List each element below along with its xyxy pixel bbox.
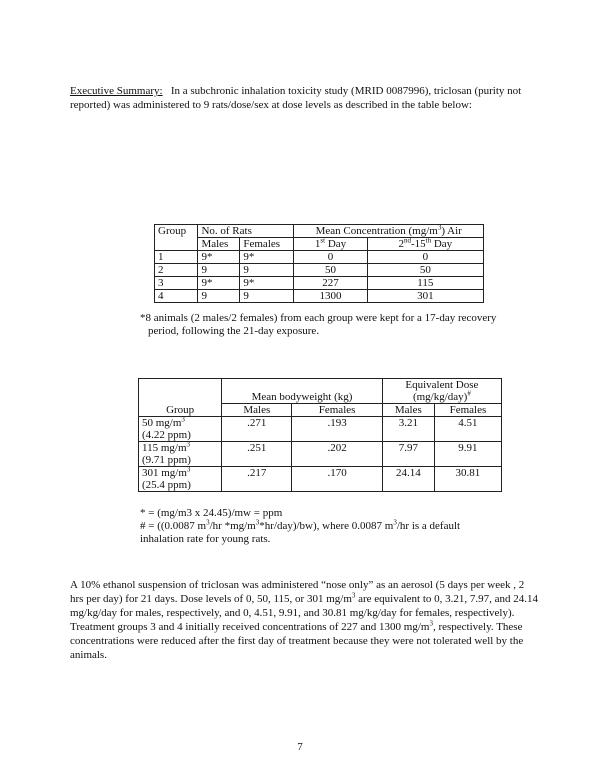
t2-dose-females: 4.51 [434, 417, 501, 442]
t1-day1: 227 [294, 277, 367, 290]
note-ppm-formula: * = (mg/m3 x 24.45)/mw = ppm [140, 507, 283, 519]
note-dose-formula-cont: inhalation rate for young rats. [140, 533, 271, 545]
t2-bw-females: .170 [292, 467, 382, 492]
t2-group: 115 $mg/m^3$ (9.71 ppm) [139, 442, 222, 467]
t1-males: 9 [198, 290, 240, 303]
t2-dose-males: 3.21 [382, 417, 434, 442]
table-row [139, 417, 502, 442]
t2-header-bw-males: Males [222, 404, 292, 417]
t1-males: 9* [198, 277, 240, 290]
t2-header-bw-females: Females [292, 404, 382, 417]
t1-header-day2-15: 2nd-15th Day [367, 238, 483, 251]
t1-group: 3 [155, 277, 198, 290]
table1-footnote [140, 312, 520, 338]
t1-group: 4 [155, 290, 198, 303]
table-row [139, 467, 502, 492]
equivalent-dose-table [138, 378, 502, 492]
t2-bw-females: .202 [292, 442, 382, 467]
summary-heading: Executive Summary: [70, 85, 163, 97]
note-dose-formula: # = ((0.0087 $m^3/hr$ $*mg/m^3*hr/day)/bw$), where 0.0087 $m^3/hr$ is a default [140, 518, 461, 532]
t1-males: 9 [198, 264, 240, 277]
t2-header-bodyweight: Mean bodyweight (kg) [222, 379, 383, 404]
page-number: 7 [297, 741, 303, 753]
t2-header-dose-females: Females [434, 404, 501, 417]
t2-header-group: Group [139, 379, 222, 417]
t1-females: 9 [240, 264, 294, 277]
t2-bw-females: .193 [292, 417, 382, 442]
t1-header-concentration: Mean Concentration $(mg/m^3)$ Air [294, 225, 484, 238]
t1-day1: 0 [294, 251, 367, 264]
t1-header-females: Females [240, 238, 294, 251]
body-paragraph: A 10% ethanol suspension of triclosan was administered “nose only” as an aerosol (5 days per week , 2 hrs per day) for 21 days. Dose levels of 0, 50, 115, or 301 $mg/m^3$ are equivalent to 0, 3.21, 7.97, and 24.14 mg/kg/day for males, respectively, and 0, 4.51, 9.91, and 30.81 mg/kg/day for females, respectively). Treatment groups 3 and 4 initially received concentrations of 227 and 1300 $mg/m^3$, respectively. These concentrations were reduced after the first day of treatment because they were not tolerated well by the animals. [70, 579, 539, 661]
table-row [155, 290, 484, 303]
t2-group: 50 $mg/m^3$ (4.22 ppm) [139, 417, 222, 442]
t1-day2: 50 [367, 264, 483, 277]
footnote-line2: period, following the 21-day exposure. [148, 325, 320, 337]
t1-day2: 115 [367, 277, 483, 290]
t1-group: 1 [155, 251, 198, 264]
t1-day2: 0 [367, 251, 483, 264]
t2-header-dose: Equivalent Dose (mg/kg/day)# [382, 379, 501, 404]
t2-header-dose-males: Males [382, 404, 434, 417]
table-row [155, 251, 484, 264]
t2-dose-males: 24.14 [382, 467, 434, 492]
table-row [139, 442, 502, 467]
executive-summary [70, 84, 540, 112]
t1-females: 9 [240, 290, 294, 303]
summary-text: In a subchronic inhalation toxicity study (MRID 0087996), triclosan (purity not reported) was administered to 9 rats/dose/sex at dose levels as described in the table below: [70, 85, 522, 111]
t1-group: 2 [155, 264, 198, 277]
t1-males: 9* [198, 251, 240, 264]
t2-group: 301 $mg/m^3$ (25.4 ppm) [139, 467, 222, 492]
t1-header-day1: 1st Day [294, 238, 367, 251]
table-row [155, 277, 484, 290]
t1-header-group: Group [155, 225, 198, 251]
footnote-line1: *8 animals (2 males/2 females) from each group were kept for a 17-day recovery [140, 312, 497, 324]
t2-bw-males: .217 [222, 467, 292, 492]
t2-bw-males: .271 [222, 417, 292, 442]
t2-dose-males: 7.97 [382, 442, 434, 467]
table-row [155, 264, 484, 277]
t1-females: 9* [240, 277, 294, 290]
t1-day1: 50 [294, 264, 367, 277]
t2-bw-males: .251 [222, 442, 292, 467]
t1-day1: 1300 [294, 290, 367, 303]
t1-day2: 301 [367, 290, 483, 303]
t1-header-rats: No. of Rats [198, 225, 294, 238]
t1-females: 9* [240, 251, 294, 264]
t2-dose-females: 9.91 [434, 442, 501, 467]
table2-notes [140, 507, 520, 546]
t1-header-males: Males [198, 238, 240, 251]
dose-groups-table [154, 224, 484, 303]
t2-dose-females: 30.81 [434, 467, 501, 492]
